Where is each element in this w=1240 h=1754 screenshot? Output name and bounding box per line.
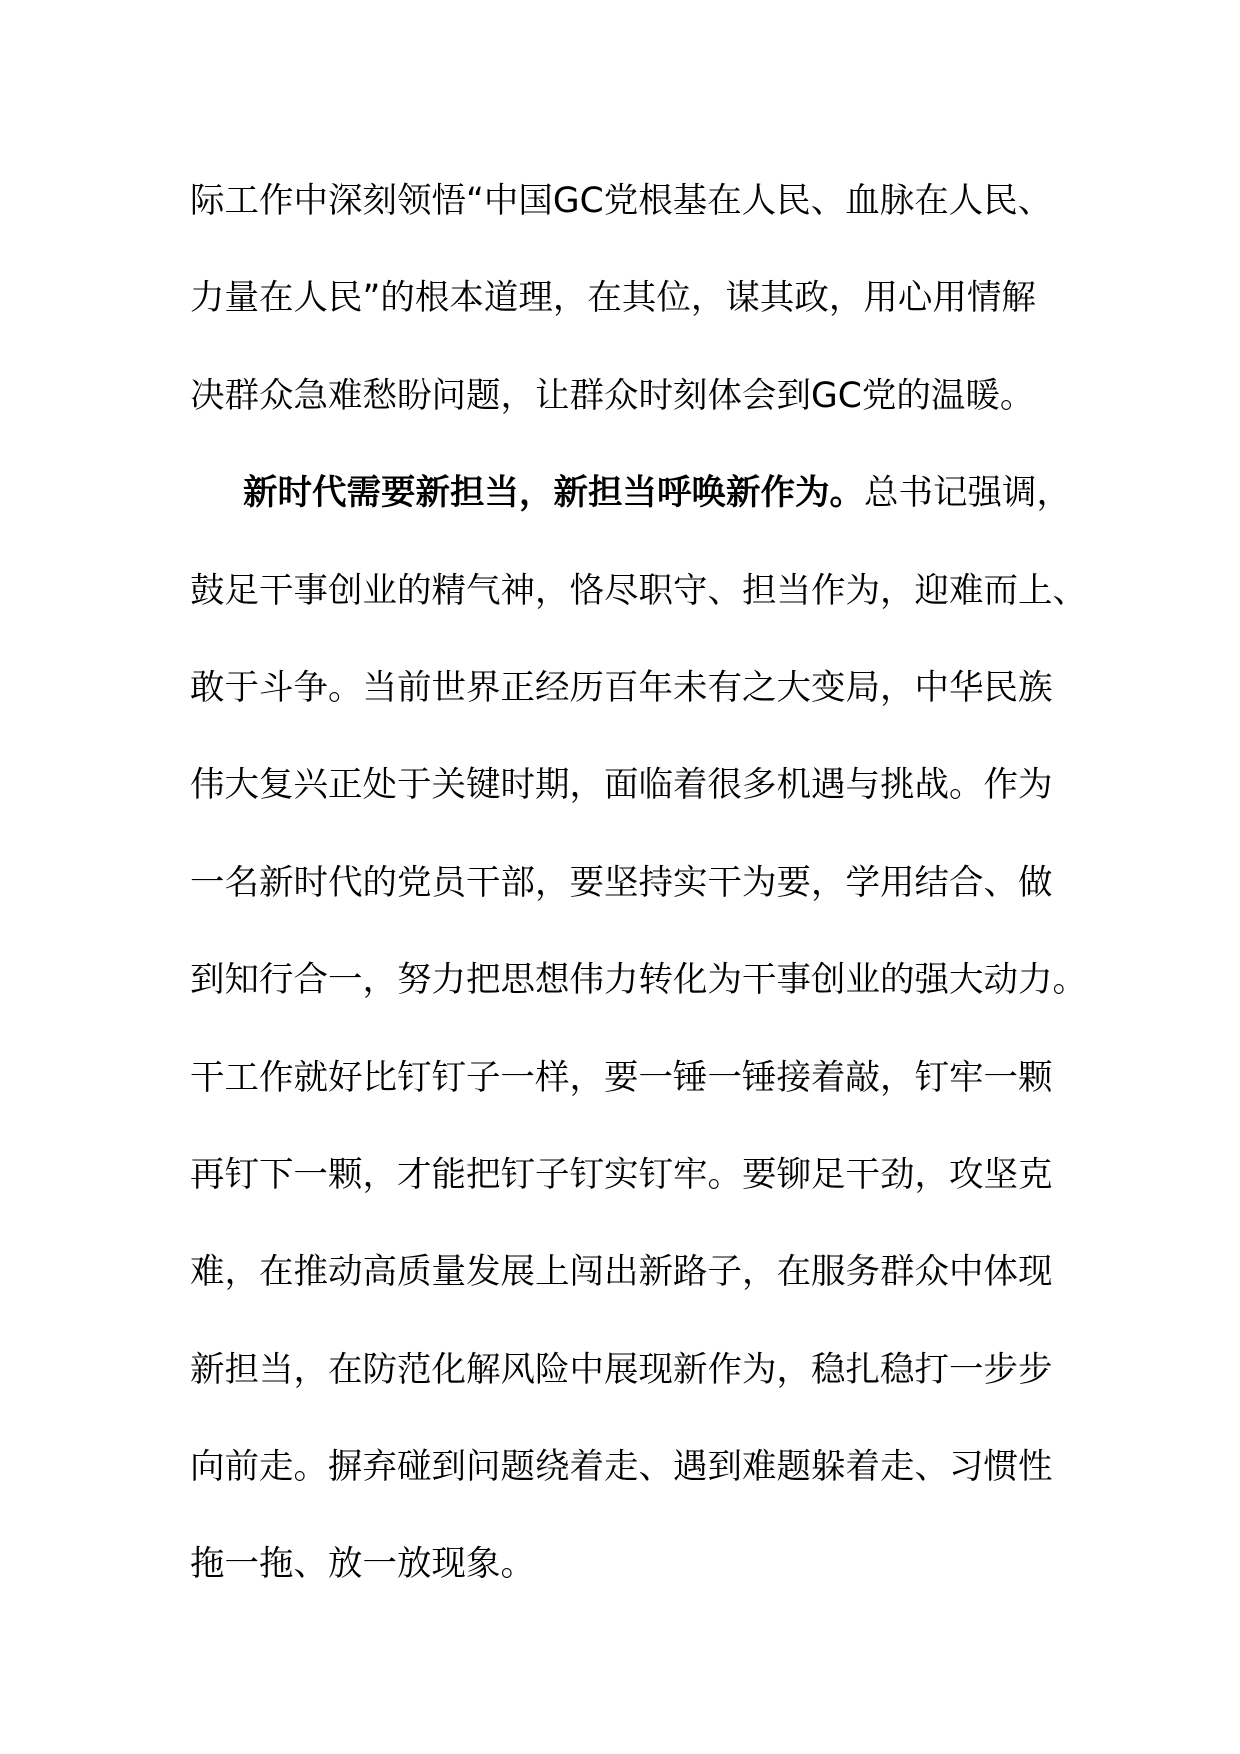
lead-continuation: 总书记强调， xyxy=(864,473,1071,514)
text-line: 再钉下一颗，才能把钉子钉实钉牢。要铆足干劲，攻坚克 xyxy=(190,1154,1053,1195)
text-line: 干工作就好比钉钉子一样，要一锤一锤接着敲，钉牢一颗 xyxy=(190,1057,1053,1098)
text-line: 力量在人民”的根本道理，在其位，谋其政，用心用情解 xyxy=(190,278,1036,319)
text-line: 拖一拖、放一放现象。 xyxy=(190,1544,535,1585)
body-text xyxy=(190,166,1087,1627)
text-line: 到知行合一，努力把思想伟力转化为干事创业的强大动力。 xyxy=(190,960,1087,1001)
paragraph-2 xyxy=(190,458,1087,1627)
text-line: 敢于斗争。当前世界正经历百年未有之大变局，中华民族 xyxy=(190,667,1053,708)
text-line: 一名新时代的党员干部，要坚持实干为要，学用结合、做 xyxy=(190,862,1053,903)
text-line: 决群众急难愁盼问题，让群众时刻体会到GC党的温暖。 xyxy=(190,375,1035,416)
bold-lead-sentence: 新时代需要新担当，新担当呼唤新作为。 xyxy=(243,473,864,514)
text-line: 鼓足干事创业的精气神，恪尽职守、担当作为，迎难而上、 xyxy=(190,570,1087,611)
text-line: 际工作中深刻领悟“中国GC党根基在人民、血脉在人民、 xyxy=(190,181,1053,221)
text-line: 向前走。摒弃碰到问题绕着走、遇到难题躲着走、习惯性 xyxy=(190,1447,1053,1488)
paragraph-1 xyxy=(190,166,1070,458)
text-line: 伟大复兴正处于关键时期，面临着很多机遇与挑战。作为 xyxy=(190,765,1053,806)
paragraph-lead-line xyxy=(190,458,1070,555)
text-line: 新担当，在防范化解风险中展现新作为，稳扎稳打一步步 xyxy=(190,1349,1053,1390)
text-line: 难，在推动高质量发展上闯出新路子，在服务群众中体现 xyxy=(190,1252,1053,1293)
